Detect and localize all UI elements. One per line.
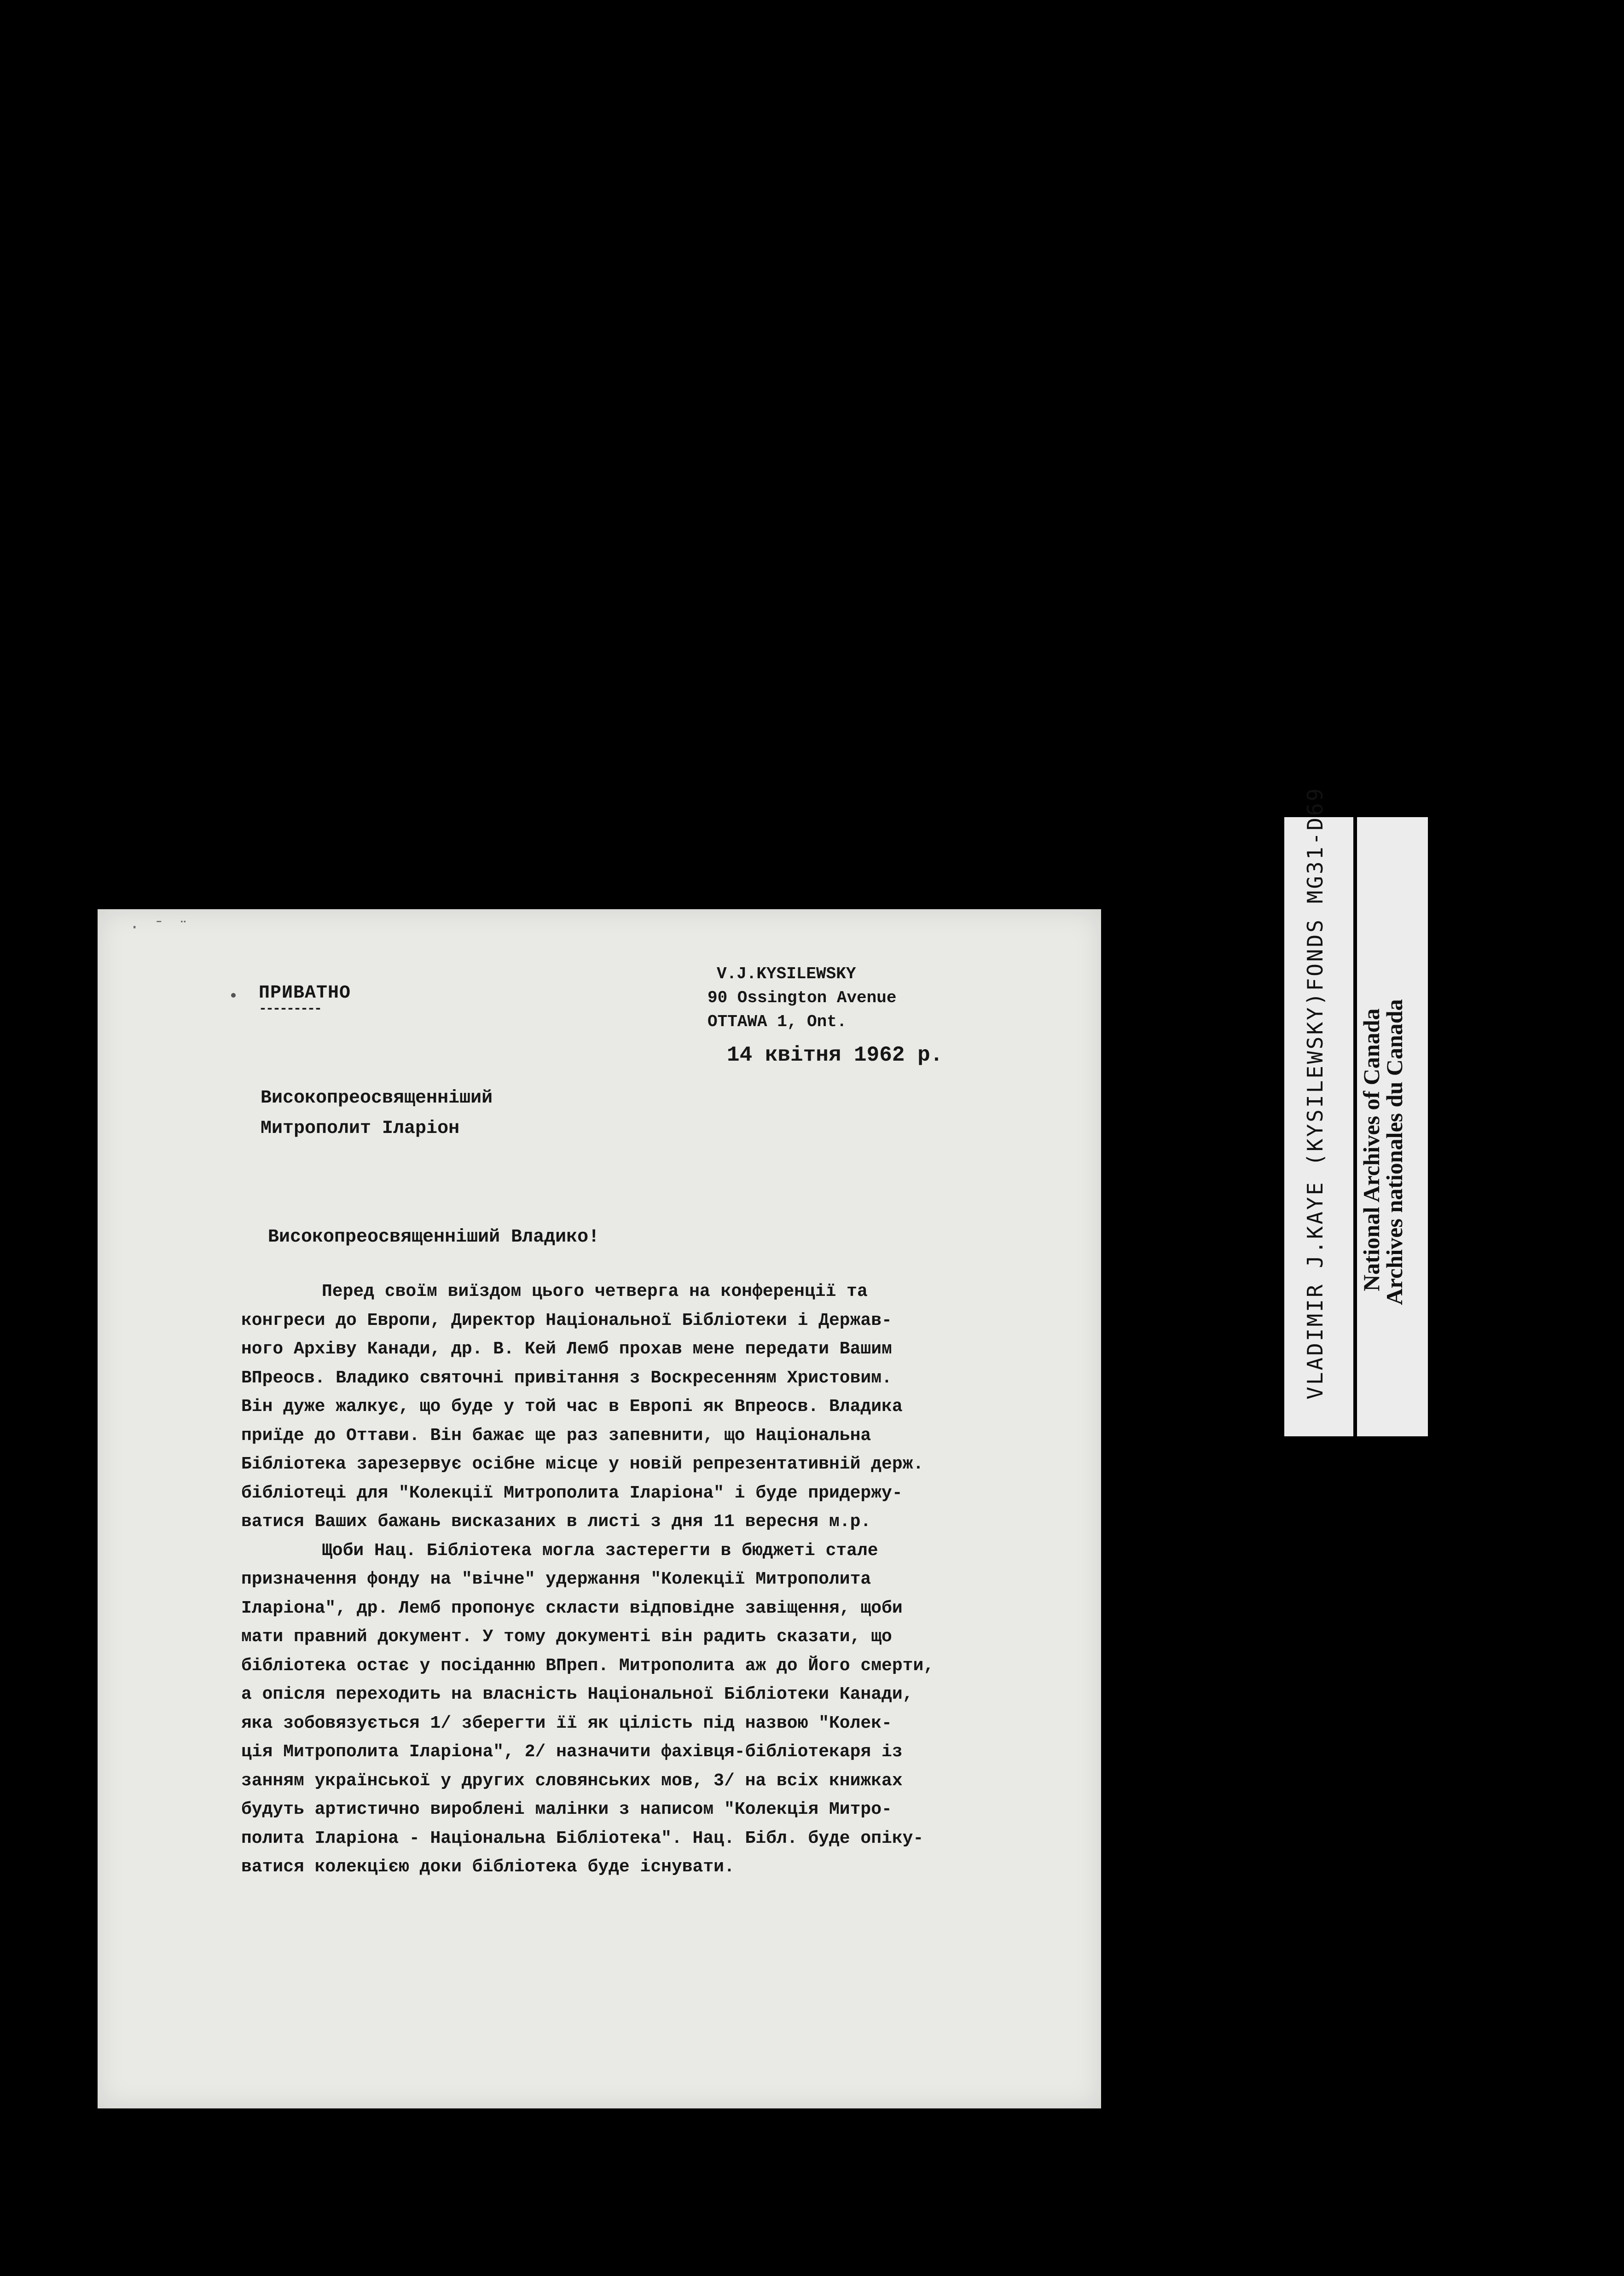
body-line: Він дуже жалкує, що буде у той час в Европі як Впреосв. Владика [241, 1397, 903, 1417]
fonds-reference: VLADIMIR J.KAYE (KYSILEWSKY)FONDS MG31-D69 [1303, 786, 1328, 1399]
body-line: а опісля переходить на власність Національної Бібліотеки Канади, [241, 1684, 913, 1704]
fonds-strip [1284, 786, 1353, 1436]
body-line: бібліотека остає у посіданню ВПреп. Митрополита аж до Його смерти, [241, 1655, 934, 1676]
body-line: конгреси до Европи, Директор Національної Бібліотеки і Держав- [241, 1310, 892, 1330]
sender-block [708, 962, 943, 1067]
body-line: бібліотеці для "Колекції Митрополита Іларіона" і буде придержу- [241, 1483, 903, 1503]
body-line: Бібліотека зарезервує осібне місце у новій репрезентативній держ. [241, 1454, 924, 1474]
archive-label [1284, 786, 1428, 1436]
body-line: ватися колекцією доки бібліотека буде існувати. [241, 1857, 735, 1877]
addressee-line-2: Митрополит Іларіон [261, 1118, 460, 1139]
body-line: мати правний документ. У тому документі він радить сказати, що [241, 1627, 892, 1647]
private-mark [259, 983, 351, 1017]
margin-dot [231, 993, 236, 998]
archives-name-en: National Archives of Canada [1358, 1008, 1384, 1291]
body-line: приїде до Оттави. Він бажає ще раз запевнити, що Національна [241, 1425, 871, 1446]
letter-body [241, 1277, 1042, 1882]
body-line: яка зобовязується 1/ зберегти її як цілість під назвою "Колек- [241, 1713, 892, 1733]
salutation: Високопреосвященніший Владико! [268, 1227, 600, 1248]
sender-city: OTTAWA 1, Ont. [708, 1012, 847, 1031]
private-mark-text: ПРИВАТНО [259, 983, 351, 1004]
addressee-block [261, 1083, 493, 1144]
body-line: занням української у других словянських мов, 3/ на всіх книжках [241, 1771, 903, 1791]
letter-date: 14 квітня 1962 р. [727, 1043, 943, 1067]
body-line: Щоби Нац. Бібліотека могла застерегти в бюджеті стале [322, 1540, 878, 1561]
body-line: ного Архіву Канади, др. В. Кей Лемб прохав мене передати Вашим [241, 1339, 892, 1359]
body-line: полита Іларіона - Національна Бібліотека". Нац. Бібл. буде опіку- [241, 1828, 924, 1848]
body-line: ція Митрополита Іларіона", 2/ назначити фахівця-бібліотекаря із [241, 1742, 903, 1762]
addressee-line-1: Високопреосвященніший [261, 1088, 493, 1109]
body-line: ватися Ваших бажань висказаних в листі з дня 11 вересня м.р. [241, 1512, 871, 1532]
archives-strip [1357, 817, 1428, 1436]
archives-name-fr: Archives nationales du Canada [1381, 999, 1407, 1305]
private-mark-underline: --------- [259, 1001, 321, 1017]
body-line: ВПреосв. Владико святочні привітання з Воскресенням Христовим. [241, 1368, 892, 1388]
sender-street: 90 Ossington Avenue [708, 988, 897, 1007]
scan-specks: · ˉ ¨ [130, 918, 191, 937]
body-line: будуть артистично вироблені малінки з написом "Колекція Митро- [241, 1800, 892, 1819]
sender-name: V.J.KYSILEWSKY [717, 964, 856, 983]
body-line: Іларіона", др. Лемб пропонує скласти відповідне завіщення, щоби [241, 1598, 903, 1618]
body-line: Перед своїм виїздом цього четверга на конференції та [322, 1282, 868, 1301]
letter-page [98, 909, 1101, 2108]
body-line: призначення фонду на "вічне" удержання "Колекції Митрополита [241, 1569, 871, 1589]
